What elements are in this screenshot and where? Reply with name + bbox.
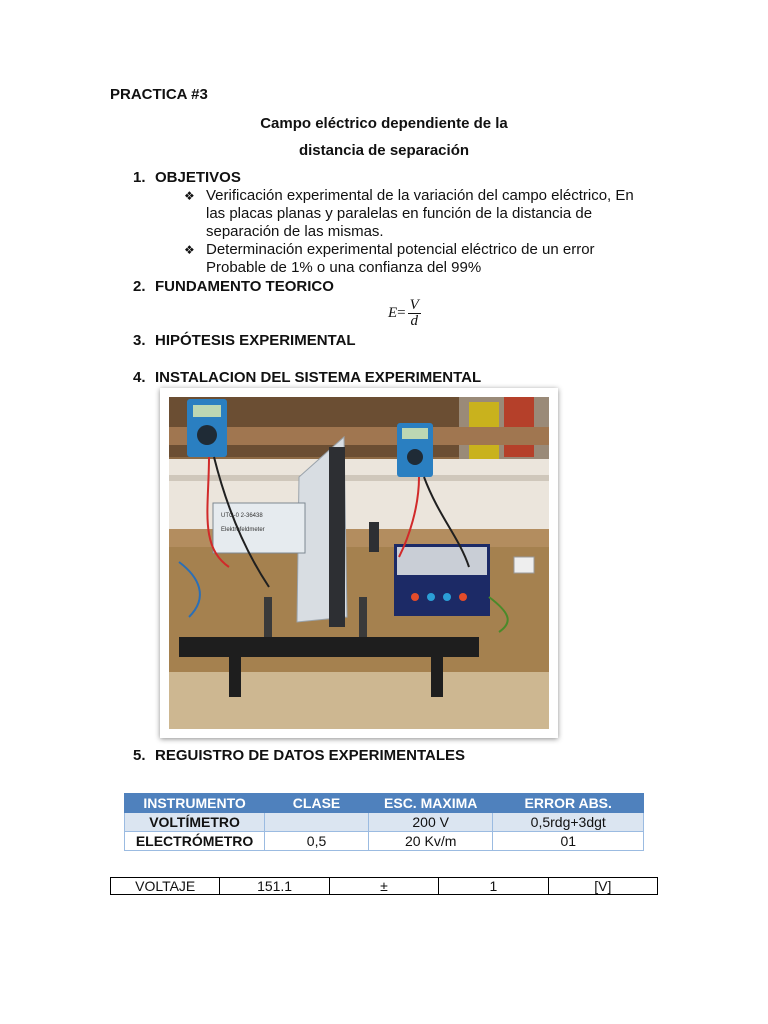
page-heading: PRACTICA #3 bbox=[110, 86, 208, 103]
table-cell: 200 V bbox=[368, 813, 493, 832]
section-number: 5. bbox=[133, 747, 146, 764]
diamond-bullet-icon: ❖ bbox=[184, 189, 195, 203]
section-title: INSTALACION DEL SISTEMA EXPERIMENTAL bbox=[155, 369, 482, 386]
section-objetivos bbox=[133, 169, 241, 186]
section-hipotesis bbox=[133, 332, 356, 349]
table-cell: 0,5rdg+3dgt bbox=[493, 813, 644, 832]
section-title: HIPÓTESIS EXPERIMENTAL bbox=[155, 332, 356, 349]
objective-line: Probable de 1% o una confianza del 99% bbox=[206, 259, 482, 276]
diamond-bullet-icon: ❖ bbox=[184, 243, 195, 257]
table-cell: 1 bbox=[439, 878, 548, 895]
formula bbox=[388, 298, 421, 329]
objective-line: Determinación experimental potencial eléctrico de un error bbox=[206, 241, 595, 258]
section-title: FUNDAMENTO TEORICO bbox=[155, 278, 334, 295]
formula-lhs: E bbox=[388, 304, 398, 321]
section-instalacion bbox=[133, 369, 481, 386]
photo-frame bbox=[160, 388, 558, 738]
device-label: UTG-0 2-36438 bbox=[221, 513, 263, 519]
section-number: 1. bbox=[133, 169, 146, 186]
section-title: REGUISTRO DE DATOS EXPERIMENTALES bbox=[155, 747, 466, 764]
objective-item bbox=[184, 241, 654, 259]
table-cell: [V] bbox=[548, 878, 657, 895]
experimental-setup-photo bbox=[169, 397, 549, 729]
section-number: 2. bbox=[133, 278, 146, 295]
section-registro bbox=[133, 747, 465, 764]
formula-fraction bbox=[408, 298, 421, 329]
table-cell: ELECTRÓMETRO bbox=[125, 832, 265, 851]
table-row bbox=[111, 878, 658, 895]
title-line-1: Campo eléctrico dependiente de la bbox=[260, 115, 508, 132]
section-number: 4. bbox=[133, 369, 146, 386]
objective-line: Verificación experimental de la variación del campo eléctrico, En bbox=[206, 187, 634, 204]
table-row bbox=[125, 832, 644, 851]
table-header: ESC. MAXIMA bbox=[368, 794, 493, 813]
table-header: ERROR ABS. bbox=[493, 794, 644, 813]
formula-equals: = bbox=[397, 304, 406, 321]
table-cell: 01 bbox=[493, 832, 644, 851]
device-name: Elektrofeldmeter bbox=[221, 527, 265, 533]
table-cell: VOLTÍMETRO bbox=[125, 813, 265, 832]
section-fundamento bbox=[133, 278, 334, 295]
table-header: CLASE bbox=[265, 794, 369, 813]
objective-line: separación de las mismas. bbox=[206, 223, 384, 240]
table-cell: 0,5 bbox=[265, 832, 369, 851]
formula-denominator: d bbox=[410, 313, 418, 329]
objective-item bbox=[184, 187, 654, 205]
formula-numerator: V bbox=[409, 297, 419, 313]
section-title: OBJETIVOS bbox=[155, 169, 241, 186]
table-row bbox=[125, 813, 644, 832]
table-header: INSTRUMENTO bbox=[125, 794, 265, 813]
voltage-table bbox=[110, 877, 658, 895]
objective-continuation bbox=[206, 259, 481, 277]
objective-line: las placas planas y paralelas en función de la distancia de bbox=[206, 205, 593, 222]
table-header-row bbox=[125, 794, 644, 813]
table-cell: 151.1 bbox=[220, 878, 329, 895]
title-line-2: distancia de separación bbox=[298, 142, 470, 159]
table-cell: 20 Kv/m bbox=[368, 832, 493, 851]
section-number: 3. bbox=[133, 332, 146, 349]
instruments-table bbox=[124, 793, 644, 851]
table-cell bbox=[265, 813, 369, 832]
objective-continuation bbox=[206, 205, 592, 241]
table-cell: VOLTAJE bbox=[111, 878, 220, 895]
table-cell: ± bbox=[329, 878, 438, 895]
